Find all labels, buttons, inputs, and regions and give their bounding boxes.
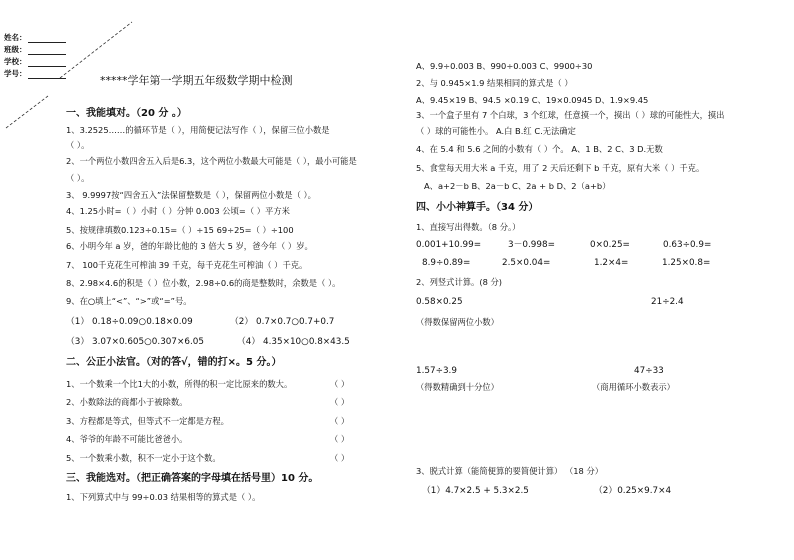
q5-line: 5、按规律填数0.123÷0.15=（ ）÷15 69÷25=（ ）÷100 — [66, 225, 294, 235]
q4-line: 4、1.25小时=（ ）小时（ ）分钟 0.003 公顷=（ ）平方米 — [66, 206, 290, 216]
info-id: 学号： — [4, 69, 66, 79]
q8-line: 8、2.98×4.6的积是（ ）位小数，2.98÷0.6的商是整数时，余数是（ ）。 — [66, 278, 341, 288]
compare-2: （2） 0.7×0.7○0.7+0.7 — [230, 317, 335, 327]
oral-calc-r1-1: 0.001+10.99= — [416, 240, 482, 250]
oral-calc-r2-2: 2.5×0.04= — [502, 258, 551, 268]
oral-calc-r2-3: 1.2×4= — [594, 258, 629, 268]
q9-line: 9、在○填上“<”、“>”或“=”号。 — [66, 296, 192, 306]
judge-item-3: 3、方程都是等式，但等式不一定都是方程。 — [66, 416, 229, 426]
choice-q4: 4、在 5.4 和 5.6 之间的小数有（ ）个。 A、1 B、2 C、3 D.无数 — [416, 144, 663, 154]
oral-calc-r2-4: 1.25×0.8= — [662, 258, 711, 268]
judge-paren-5: （ ） — [330, 453, 350, 463]
compare-1: （1） 0.18÷0.09○0.18×0.09 — [66, 317, 193, 327]
compare-4: （4） 4.35×10○0.8×43.5 — [237, 337, 350, 347]
stepwise-expr-2: （2）0.25×9.7×4 — [594, 486, 672, 496]
judge-item-1: 1、一个数乘一个比1大的小数，所得的积一定比原来的数大。 — [66, 379, 293, 389]
judge-item-2: 2、小数除法的商都小于被除数。 — [66, 397, 188, 407]
choice-q3-line1: 3、一个盒子里有 7 个白球，3 个红球，任意摸一个，摸出（ ）球的可能性大，摸出 — [416, 110, 725, 120]
vertical-calc-4: 47÷33 — [634, 366, 664, 376]
q6-line: 6、小明今年 a 岁，爸的年龄比他的 3 倍大 5 岁，爸今年（ ）岁。 — [66, 241, 313, 251]
judge-item-4: 4、爷爷的年龄不可能比爸爸小。 — [66, 434, 188, 444]
q2-line1: 2、一个两位小数四舍五入后是6.3，这个两位小数最大可能是（ ），最小可能是 — [66, 156, 357, 166]
oral-calc-r1-4: 0.63÷0.9= — [663, 240, 712, 250]
section-2-heading: 二、公正小法官。（对的答√，错的打×。5 分。） — [66, 357, 282, 368]
choice-q3-line2: （ ）球的可能性小。 A.白 B.红 C.无法确定 — [416, 126, 576, 136]
page-title: *****学年第一学期五年级数学期中检测 — [100, 74, 293, 87]
info-name: 姓名： — [4, 33, 66, 43]
oral-calc-title: 1、直接写出得数。（8 分。） — [416, 222, 521, 232]
choice-q5: 5、食堂每天用大米 a 千克，用了 2 天后还剩下 b 千克，原有大米（ ）千克。 — [416, 163, 705, 173]
q1-line1: 1、3.2525……的循环节是（ ），用简便记法写作（ ），保留三位小数是 — [66, 125, 330, 135]
q1-line2: （ ）。 — [66, 140, 90, 150]
compare-3: （3） 3.07×0.605○0.307×6.05 — [66, 337, 204, 347]
q2-line2: （ ）。 — [66, 173, 90, 183]
vertical-calc-3: 1.57÷3.9 — [416, 366, 457, 376]
q7-line: 7、 100千克花生可榨油 39 千克，每千克花生可榨油（ ）千克。 — [66, 260, 308, 270]
section-3-heading: 三、我能选对。（把正确答案的字母填在括号里）10 分。 — [66, 473, 319, 484]
choice-q5-options: A、a+2－b B、2a－b C、2a + b D、2（a+b） — [424, 181, 611, 191]
stepwise-calc-title: 3、脱式计算（能简便算的要简便计算） （18 分） — [416, 466, 604, 476]
section-4-heading: 四、小小神算手。（34 分） — [416, 202, 539, 213]
judge-item-5: 5、一个数乘小数，积不一定小于这个数。 — [66, 453, 221, 463]
section-1-heading: 一、我能填对。（20 分 。） — [66, 108, 187, 119]
choice-q2: 2、与 0.945×1.9 结果相同的算式是（ ） — [416, 78, 573, 88]
vertical-calc-2: 21÷2.4 — [651, 297, 684, 307]
q3-line: 3、 9.9997按“四舍五入”法保留整数是（ ），保留两位小数是（ ）。 — [66, 190, 316, 200]
judge-paren-2: （ ） — [330, 397, 350, 407]
vertical-calc-note-2: （得数精确到十分位） — [416, 382, 499, 392]
vertical-calc-note-1: （得数保留两位小数） — [416, 317, 499, 327]
judge-paren-4: （ ） — [330, 434, 350, 444]
choice-q1-options: A、9.9÷0.003 B、990÷0.003 C、9900÷30 — [416, 61, 593, 71]
judge-paren-1: （ ） — [330, 379, 350, 389]
oral-calc-r2-1: 8.9÷0.89= — [422, 258, 471, 268]
stepwise-expr-1: （1）4.7×2.5 + 5.3×2.5 — [422, 486, 529, 496]
choice-q1: 1、下列算式中与 99÷0.03 结果相等的算式是（ ）。 — [66, 492, 261, 502]
judge-paren-3: （ ） — [330, 416, 350, 426]
info-class: 班级： — [4, 45, 66, 55]
vertical-calc-1: 0.58×0.25 — [416, 297, 463, 307]
vertical-calc-note-3: （商用循环小数表示） — [592, 382, 675, 392]
vertical-calc-title: 2、列竖式计算。(8 分) — [416, 277, 503, 287]
oral-calc-r1-2: 3－0.998= — [508, 240, 555, 250]
oral-calc-r1-3: 0×0.25= — [590, 240, 630, 250]
info-school: 学校： — [4, 57, 66, 67]
choice-q2-options: A、9.45×19 B、94.5 ×0.19 C、19×0.0945 D、1.9×9.45 — [416, 95, 649, 105]
